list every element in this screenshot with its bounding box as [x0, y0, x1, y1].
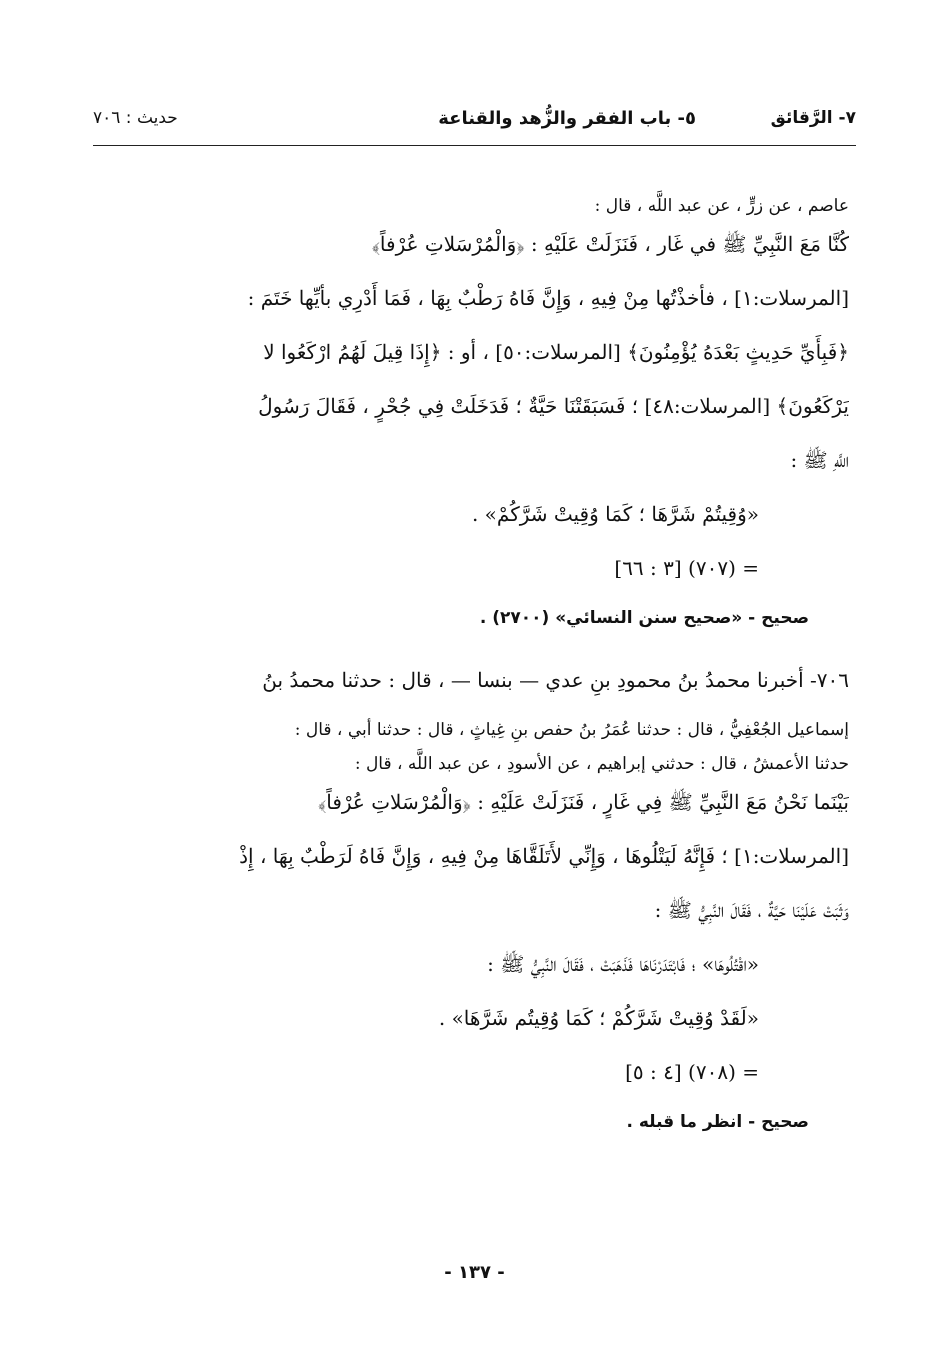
- header-rule: [93, 145, 856, 146]
- text-line: عاصم ، عن زرٍّ ، عن عبد اللَّه ، قال :: [594, 196, 849, 216]
- text-line: «وُقِيتُمْ شَرَّهَا ؛ كَمَا وُقِيتْ شَرَّكُمْ» .: [471, 502, 759, 526]
- page-header: [93, 108, 856, 144]
- text-line: «لَقَدْ وُقِيتْ شَرَّكُمْ ؛ كَمَا وُقِيتُم شَرَّهَا» .: [438, 1006, 759, 1030]
- hadith-start-line: ٧٠٦- أخبرنا محمدُ بنُ محمودِ بنِ عدي — بنسا — ، قال : حدثنا محمدُ بنُ: [262, 668, 849, 692]
- text-line: حدثنا الأعمشُ ، قال : حدثني إبراهيم ، عن الأسودِ ، عن عبد اللَّه ، قال :: [354, 754, 849, 774]
- hadith-reference: حديث : ٧٠٦: [93, 108, 178, 128]
- text-line: إسماعيل الجُعْفِيُّ ، قال : حدثنا عُمَرُ بنُ حفص بنِ غِياثٍ ، قال : حدثنا أبي ، قال :: [294, 720, 849, 740]
- text-line: يَرْكَعُونَ﴾ [المرسلات:٤٨] ؛ فَسَبَقَتْنَا حَيَّةٌ ؛ فَدَخَلَتْ فِي جُحْرٍ ، فَقَالَ رَسُولُ: [258, 394, 849, 418]
- text-line: [المرسلات:١] ، فأخذْتُها مِنْ فِيهِ ، وَإِنَّ فَاهُ رَطْبٌ بِهَا ، فَمَا أَدْرِي بأيِّها خَتَمَ :: [247, 286, 849, 310]
- chapter-title: ٧- الرَّقائق: [770, 108, 856, 128]
- section-title: ٥- باب الفقر والزُّهد والقناعة: [438, 108, 696, 129]
- text-line: «اقْتُلُوهَا» ؛ فَابْتَدَرْنَاهَا فَذَهَبَتْ ، فَقَالَ النَّبِيُّ ﷺ :: [487, 952, 759, 976]
- cross-reference: = (٧٠٧) [٣ : ٦٦]: [614, 556, 759, 580]
- text-line: [المرسلات:١] ؛ فَإِنَّهُ لَيَتْلُوهَا ، وَإِنِّي لأَتَلَقَّاهَا مِنْ فِيهِ ، وَإِنَّ فَاهُ لَرَطْبٌ بِهَا ، إِذْ: [239, 844, 849, 868]
- grading-line: صحيح - «صحيح سنن النسائي» (٢٧٠٠) .: [479, 608, 809, 628]
- text-line: وَثَبَتْ عَلَيْنَا حَيَّةٌ ، فَقَالَ النَّبِيُّ ﷺ :: [654, 898, 849, 922]
- grading-line: صحيح - انظر ما قبله .: [626, 1112, 809, 1132]
- text-line: بَيْنَما نَحْنُ مَعَ النَّبِيِّ ﷺ فِي غَارٍ ، فَنَزَلَتْ عَلَيْهِ : ﴿وَالْمُرْسَلاتِ عُرْفاً﴾: [318, 790, 849, 814]
- text-line: اللَّهِ ﷺ :: [790, 448, 849, 472]
- text-line: ﴿فَبِأَيِّ حَدِيثٍ بَعْدَهُ يُؤْمِنُونَ﴾ [المرسلات:٥٠] ، أو : ﴿إِذَا قِيلَ لَهُمُ ارْكَعُوا لا: [263, 340, 849, 364]
- text-line: كُنَّا مَعَ النَّبِيِّ ﷺ في غَار ، فَنَزَلَتْ عَلَيْهِ : ﴿وَالْمُرْسَلاتِ عُرْفاً﴾: [371, 232, 849, 256]
- page-number: - ١٣٧ -: [444, 1262, 505, 1283]
- page-body: [100, 190, 849, 1164]
- cross-reference: = (٧٠٨) [٤ : ٥]: [625, 1060, 759, 1084]
